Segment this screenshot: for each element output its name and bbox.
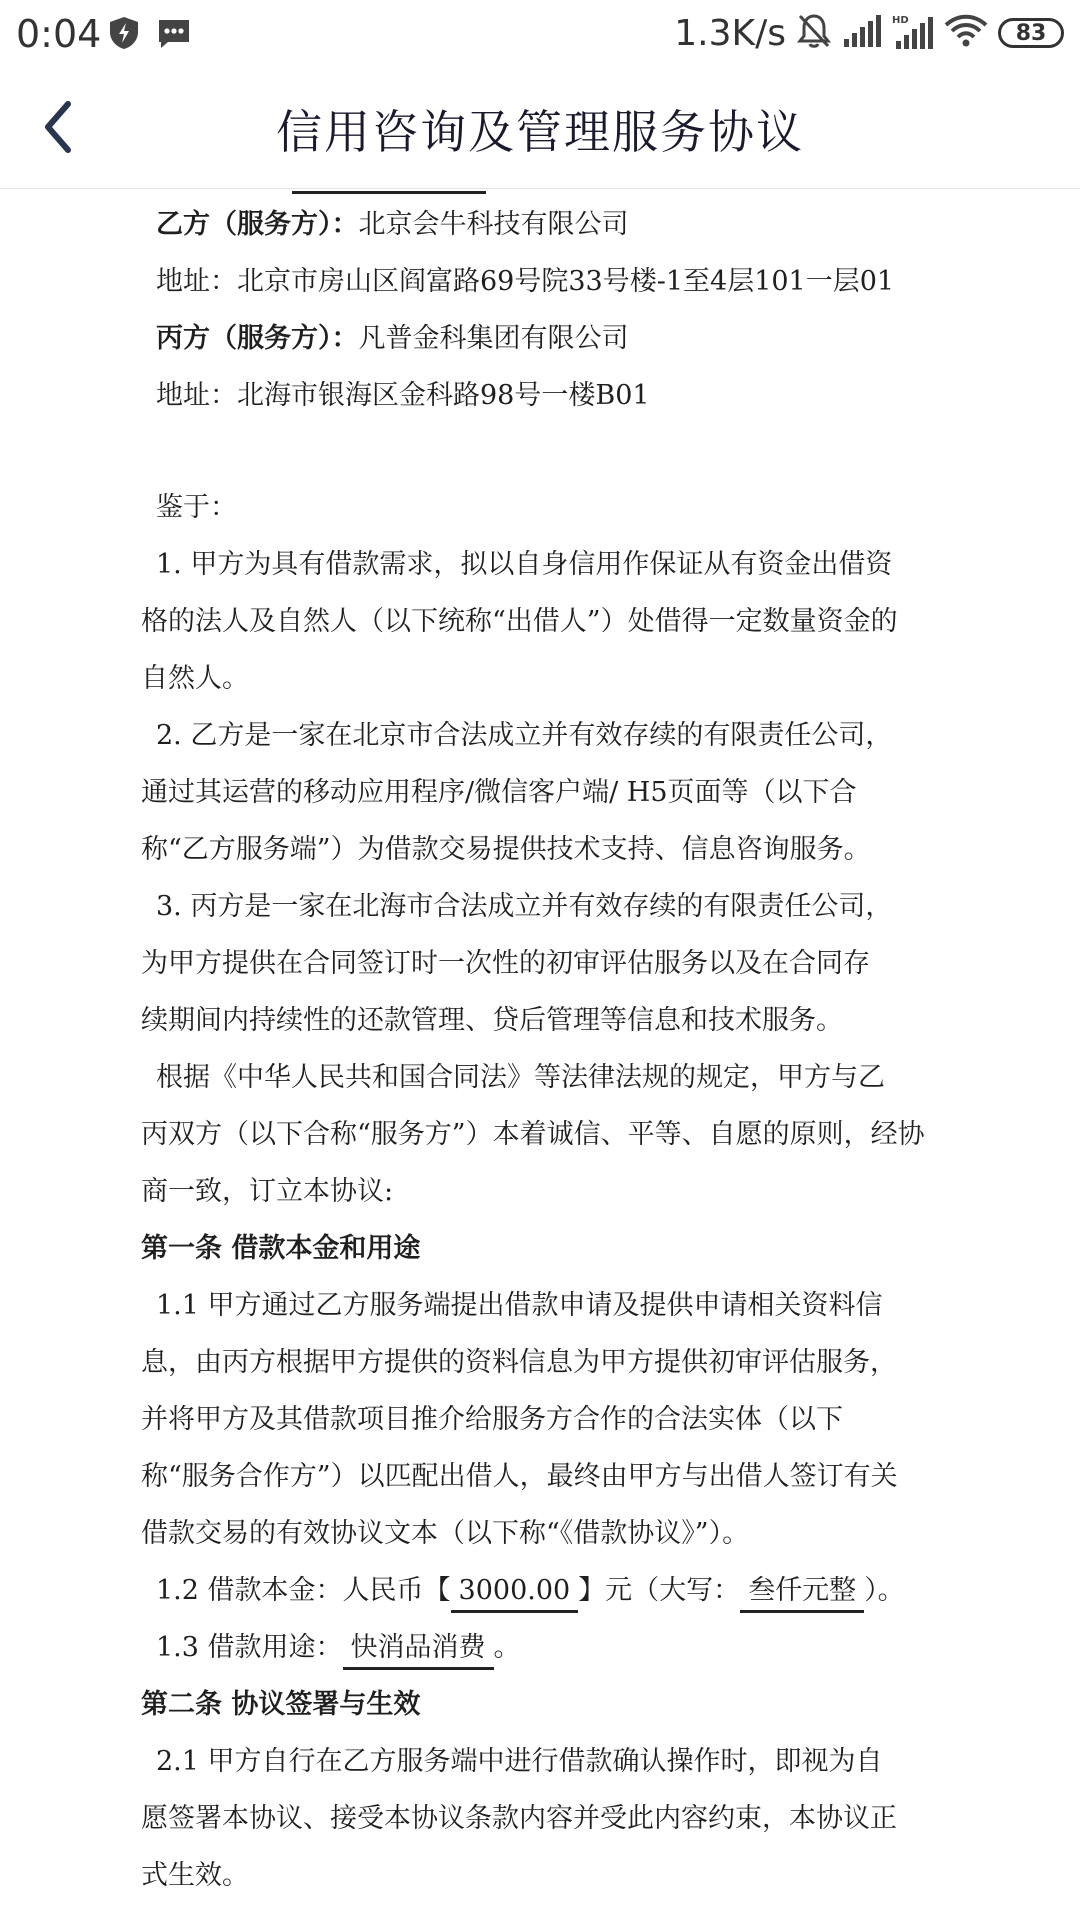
battery-indicator: 83 xyxy=(998,18,1064,48)
clause-1-1-line-1: 1.1 甲方通过乙方服务端提出借款申请及提供申请相关资料信 xyxy=(156,1290,883,1321)
status-time: 0:04 xyxy=(16,12,102,56)
recital-3-line-3: 续期间内持续性的还款管理、贷后管理等信息和技术服务。 xyxy=(141,1005,843,1036)
page-title: 信用咨询及管理服务协议 xyxy=(276,105,804,159)
recital-1-line-1: 1. 甲方为具有借款需求，拟以自身信用作保证从有资金出借资 xyxy=(156,549,893,580)
clause-1-3 xyxy=(156,1628,521,1670)
clause-1-2-prefix: 1.2 借款本金：人民币【 xyxy=(156,1575,451,1606)
signal-icon-1 xyxy=(842,15,882,51)
network-speed: 1.3K/s xyxy=(674,12,786,54)
loan-purpose: 快消品消费 xyxy=(343,1629,494,1670)
clause-1-1-line-5: 借款交易的有效协议文本（以下称“《借款协议》”）。 xyxy=(141,1518,750,1549)
recital-3-line-2: 为甲方提供在合同签订时一次性的初审评估服务以及在合同存 xyxy=(141,948,870,979)
party-c-name: 凡普金科集团有限公司 xyxy=(358,323,629,354)
clause-1-1-line-2: 息，由丙方根据甲方提供的资料信息为甲方提供初审评估服务， xyxy=(141,1347,897,1378)
recitals-intro: 鉴于： xyxy=(156,492,237,523)
shield-icon xyxy=(108,16,140,54)
status-bar xyxy=(0,0,1080,66)
clause-1-3-prefix: 1.3 借款用途： xyxy=(156,1632,343,1663)
clause-1-1-line-3: 并将甲方及其借款项目推介给服务方合作的合法实体（以下 xyxy=(141,1404,843,1435)
party-b-line xyxy=(156,205,629,245)
clause-1-3-suffix: 。 xyxy=(493,1632,521,1663)
clause-2-1-line-2: 愿签署本协议、接受本协议条款内容并受此内容约束，本协议正 xyxy=(141,1803,897,1834)
clause-1-2 xyxy=(156,1571,905,1613)
article-1-heading: 第一条 借款本金和用途 xyxy=(141,1233,421,1264)
signal-hd-icon xyxy=(892,13,934,53)
svg-text:HD: HD xyxy=(892,15,909,26)
recital-1-line-3: 自然人。 xyxy=(141,663,249,694)
principal-amount: 3000.00 xyxy=(451,1572,579,1613)
article-2-heading: 第二条 协议签署与生效 xyxy=(141,1689,421,1720)
party-b-address: 地址：北京市房山区阎富路69号院33号楼-1至4层101一层01 xyxy=(156,266,895,297)
message-icon xyxy=(156,18,192,54)
recital-2-line-1: 2. 乙方是一家在北京市合法成立并有效存续的有限责任公司， xyxy=(156,720,893,751)
party-c-label: 丙方（服务方）： xyxy=(156,323,359,354)
recital-4-line-3: 商一致，订立本协议: xyxy=(141,1176,394,1207)
clause-1-2-mid: 】元（大写： xyxy=(578,1575,741,1606)
party-c-line xyxy=(156,319,629,359)
clause-2-1-line-1: 2.1 甲方自行在乙方服务端中进行借款确认操作时，即视为自 xyxy=(156,1746,883,1777)
mute-bell-icon xyxy=(796,12,832,54)
party-c-address: 地址：北海市银海区金科路98号一楼B01 xyxy=(156,380,650,411)
recital-2-line-3: 称“乙方服务端”）为借款交易提供技术支持、信息咨询服务。 xyxy=(141,834,871,865)
party-b-name: 北京会牛科技有限公司 xyxy=(358,209,629,240)
status-right xyxy=(674,10,1064,56)
clause-1-1-line-4: 称“服务合作方”）以匹配出借人，最终由甲方与出借人签订有关 xyxy=(141,1461,898,1492)
clause-1-2-suffix: ）。 xyxy=(864,1575,905,1606)
recital-3-line-1: 3. 丙方是一家在北海市合法成立并有效存续的有限责任公司， xyxy=(156,891,893,922)
principal-words: 叁仟元整 xyxy=(740,1572,864,1613)
recital-1-line-2: 格的法人及自然人（以下统称“出借人”）处借得一定数量资金的 xyxy=(141,606,898,637)
section-divider xyxy=(292,191,486,194)
clause-2-1-line-3: 式生效。 xyxy=(141,1860,249,1891)
wifi-icon xyxy=(944,14,988,52)
recital-4-line-2: 丙双方（以下合称“服务方”）本着诚信、平等、自愿的原则，经协 xyxy=(141,1119,925,1150)
recital-4-line-1: 根据《中华人民共和国合同法》等法律法规的规定，甲方与乙 xyxy=(156,1062,885,1093)
nav-header xyxy=(0,66,1080,189)
party-b-label: 乙方（服务方）： xyxy=(156,209,359,240)
recital-2-line-2: 通过其运营的移动应用程序/微信客户端/ H5页面等（以下合 xyxy=(141,777,857,808)
